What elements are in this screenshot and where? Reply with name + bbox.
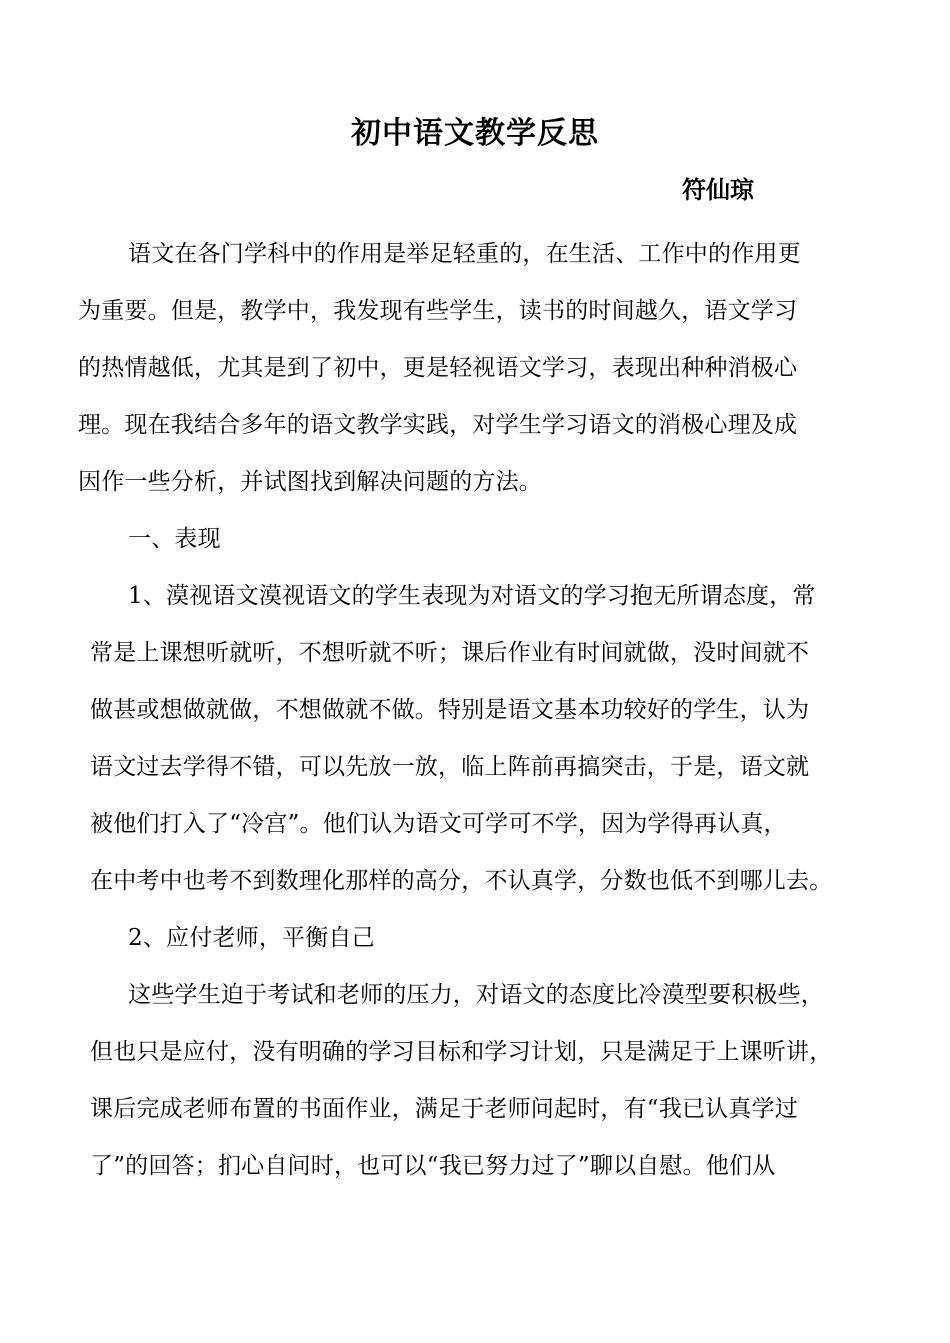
body-line-2: 为重要。但是，教学中，我发现有些学生，读书的时间越久，语文学习 bbox=[78, 298, 798, 324]
body-line-14: 课后完成老师布置的书面作业，满足于老师问起时，有“我已认真学过 bbox=[90, 1096, 798, 1122]
body-line-11: 在中考中也考不到数理化那样的高分，不认真学，分数也低不到哪儿去。 bbox=[90, 868, 833, 894]
body-line-9: 语文过去学得不错，可以先放一放，临上阵前再搞突击，于是，语文就 bbox=[90, 754, 810, 780]
section-heading-2: 2、应付老师，平衡自己 bbox=[128, 925, 375, 951]
page-title: 初中语文教学反思 bbox=[351, 116, 599, 151]
body-line-12: 这些学生迫于考试和老师的压力，对语文的态度比冷漠型要积极些， bbox=[128, 982, 824, 1008]
body-line-6: 1、漠视语文漠视语文的学生表现为对语文的学习抱无所谓态度，常 bbox=[128, 583, 816, 609]
author-name: 符仙琼 bbox=[682, 176, 754, 204]
body-line-15: 了”的回答；扪心自问时，也可以“我已努力过了”聊以自慰。他们从 bbox=[90, 1153, 776, 1179]
body-line-8: 做甚或想做就做，不想做就不做。特别是语文基本功较好的学生，认为 bbox=[90, 697, 810, 723]
body-line-3: 的热情越低，尤其是到了初中，更是轻视语文学习，表现出种种消极心 bbox=[78, 355, 798, 381]
body-line-13: 但也只是应付，没有明确的学习目标和学习计划，只是满足于上课听讲， bbox=[90, 1039, 833, 1065]
section-heading-1: 一、表现 bbox=[128, 526, 221, 552]
body-line-1: 语文在各门学科中的作用是举足轻重的，在生活、工作中的作用更 bbox=[128, 241, 801, 267]
body-line-7: 常是上课想听就听，不想听就不听；课后作业有时间就做，没时间就不 bbox=[90, 640, 810, 666]
body-line-10: 被他们打入了“冷宫”。他们认为语文可学可不学，因为学得再认真， bbox=[90, 811, 787, 837]
body-line-5: 因作一些分析，并试图找到解决问题的方法。 bbox=[78, 469, 542, 495]
body-line-4: 理。现在我结合多年的语文教学实践，对学生学习语文的消极心理及成 bbox=[78, 412, 798, 438]
